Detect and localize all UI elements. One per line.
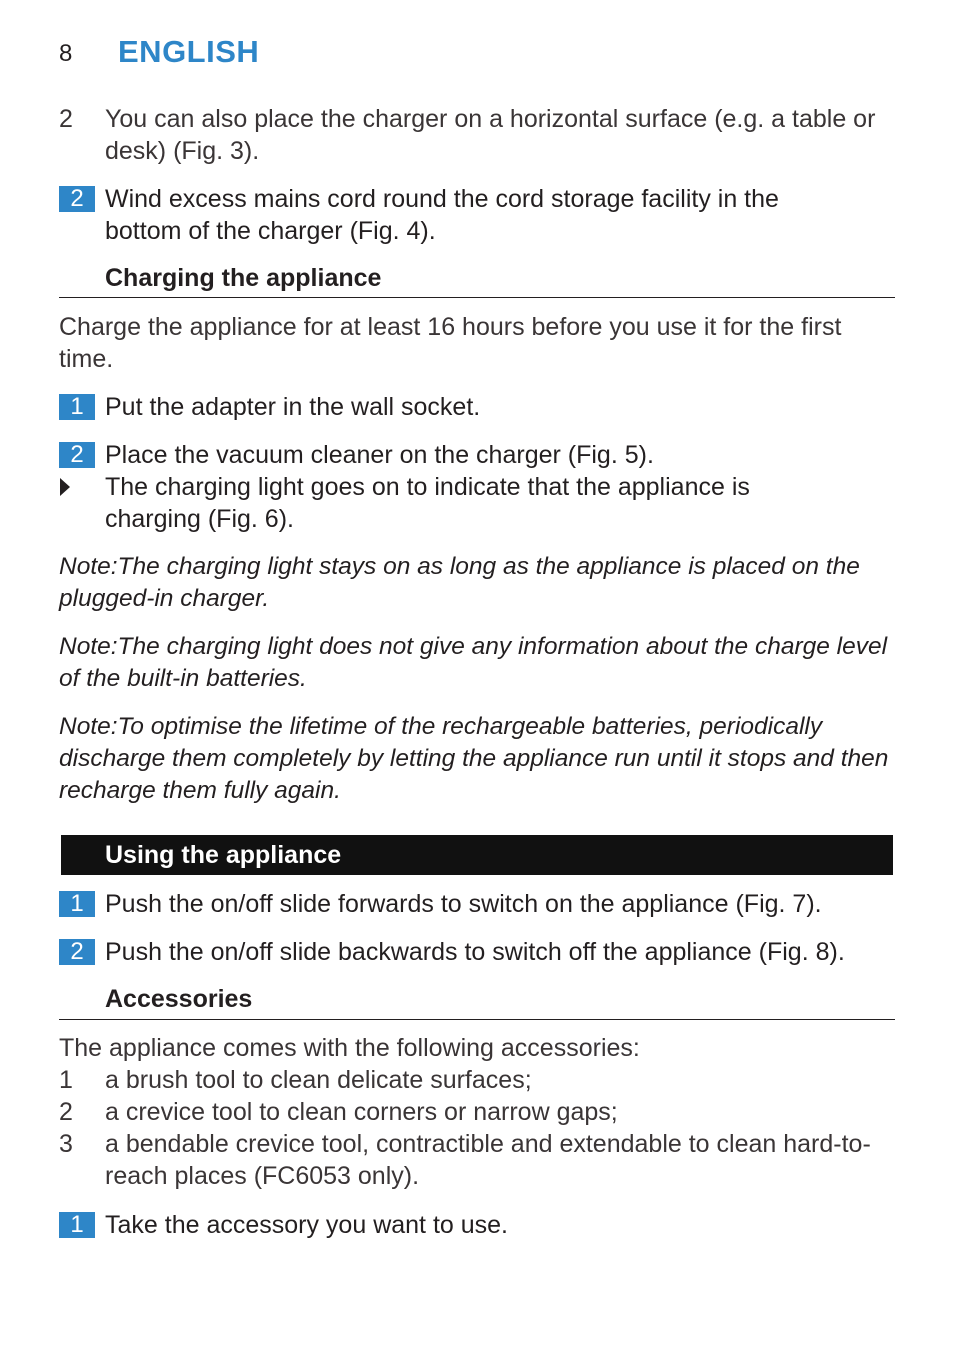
- step-text: Put the adapter in the wall socket.: [105, 393, 481, 421]
- paragraph-line: time.: [59, 345, 114, 373]
- step-number-badge: 2: [59, 939, 95, 965]
- language-title: ENGLISH: [118, 34, 260, 69]
- step-number-badge: 2: [59, 186, 95, 212]
- section-heading: Charging the appliance: [105, 264, 382, 292]
- list-item: a crevice tool to clean corners or narrow gaps;: [105, 1098, 618, 1126]
- step-text-line: desk) (Fig. 3).: [105, 137, 260, 165]
- list-number: 1: [59, 1066, 73, 1094]
- step-text-line: bottom of the charger (Fig. 4).: [105, 217, 436, 245]
- paragraph-line: The appliance comes with the following accessories:: [59, 1034, 640, 1062]
- section-heading: Accessories: [105, 985, 253, 1013]
- step-number: 2: [59, 105, 73, 133]
- list-item: a brush tool to clean delicate surfaces;: [105, 1066, 532, 1094]
- list-item: a bendable crevice tool, contractible and extendable to clean hard-to-: [105, 1130, 871, 1158]
- step-number-badge: 1: [59, 891, 95, 917]
- result-text-line: The charging light goes on to indicate that the appliance is: [105, 473, 750, 501]
- step-text: Place the vacuum cleaner on the charger (Fig. 5).: [105, 441, 654, 469]
- heading-rule: [59, 297, 895, 298]
- heading-rule: [59, 1019, 895, 1020]
- note-line: Note:To optimise the lifetime of the rechargeable batteries, periodically: [59, 713, 823, 740]
- list-number: 2: [59, 1098, 73, 1126]
- note-line: plugged-in charger.: [59, 585, 270, 612]
- step-text: Push the on/off slide forwards to switch on the appliance (Fig. 7).: [105, 890, 822, 918]
- step-text: Push the on/off slide backwards to switch off the appliance (Fig. 8).: [105, 938, 845, 966]
- step-text: Take the accessory you want to use.: [105, 1211, 508, 1239]
- result-bullet-icon: [60, 478, 70, 496]
- list-number: 3: [59, 1130, 73, 1158]
- step-text-line: Wind excess mains cord round the cord storage facility in the: [105, 185, 779, 213]
- note-line: Note:The charging light does not give any information about the charge level: [59, 633, 888, 660]
- page-number: 8: [59, 40, 73, 67]
- step-number-badge: 2: [59, 442, 95, 468]
- note-line: discharge them completely by letting the appliance run until it stops and then: [59, 745, 889, 772]
- step-number-badge: 1: [59, 1212, 95, 1238]
- step-text-line: You can also place the charger on a horizontal surface (e.g. a table or: [105, 105, 876, 133]
- note-line: of the built-in batteries.: [59, 665, 307, 692]
- section-heading: Using the appliance: [105, 841, 342, 869]
- step-number-badge: 1: [59, 394, 95, 420]
- list-item: reach places (FC6053 only).: [105, 1162, 420, 1190]
- result-text-line: charging (Fig. 6).: [105, 505, 294, 533]
- note-line: Note:The charging light stays on as long as the appliance is placed on the: [59, 553, 860, 580]
- note-line: recharge them fully again.: [59, 777, 341, 804]
- paragraph-line: Charge the appliance for at least 16 hours before you use it for the first: [59, 313, 842, 341]
